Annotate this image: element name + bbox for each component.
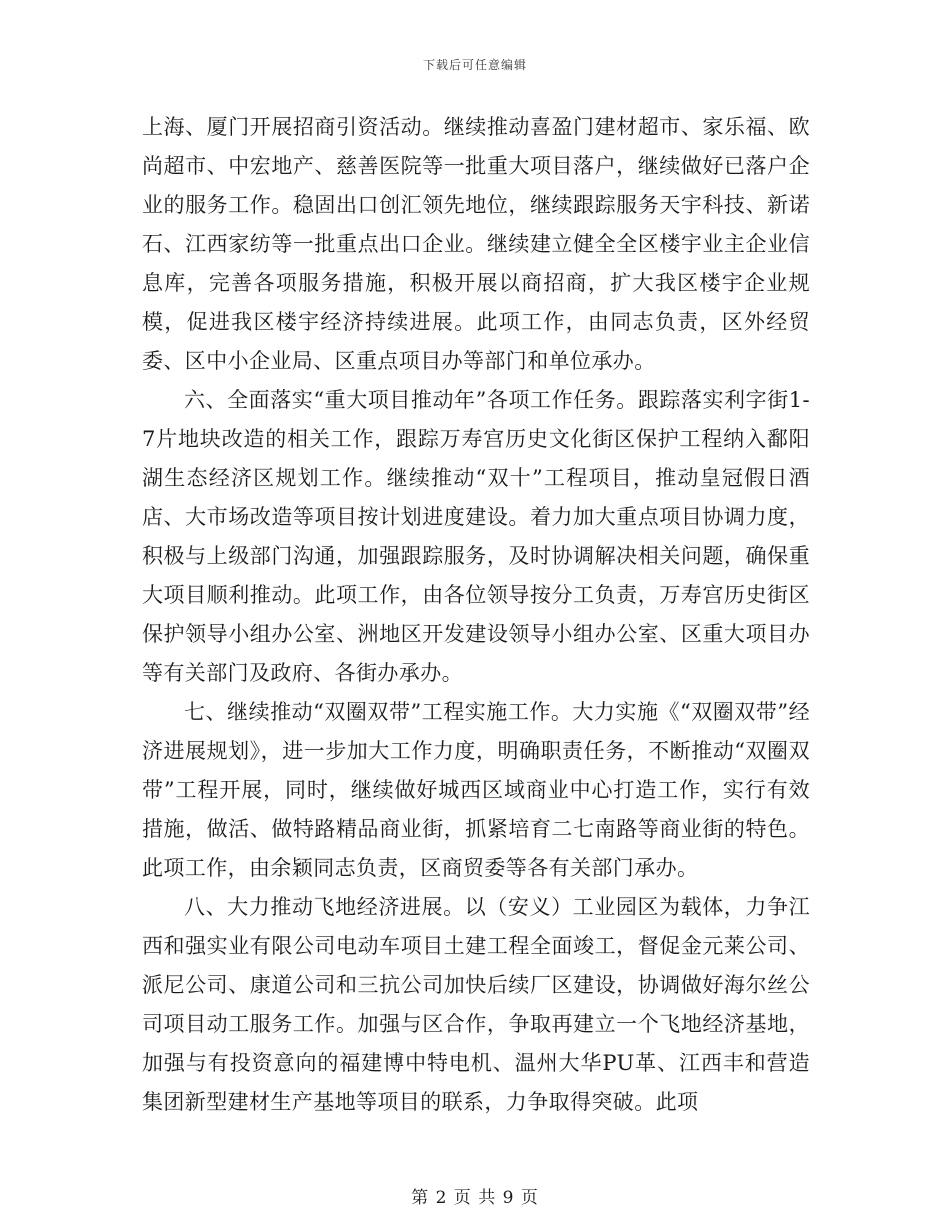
paragraph-section-six: 六、全面落实“重大项目推动年”各项工作任务。跟踪落实利字街1-7片地块改造的相关工作，跟踪万寿宫历史文化街区保护工程纳入鄱阳湖生态经济区规划工作。继续推动“双十”工程项目，推动皇冠假日酒店、大市场改造等项目按计划进度建设。着力加大重点项目协调力度，积极与上级部门沟通，加强跟踪服务，及时协调解决相关问题，确保重大项目顺利推动。此项工作，由各位领导按分工负责，万寿宫历史街区保护领导小组办公室、洲地区开发建设领导小组办公室、区重大项目办等有关部门及政府、各街办承办。 [142,388,810,685]
paragraph-section-eight: 八、大力推动飞地经济进展。以（安义）工业园区为载体，力争江西和强实业有限公司电动车项目土建工程全面竣工，督促金元莱公司、派尼公司、康道公司和三抗公司加快后续厂区建设，协调做好海尔丝公司项目动工服务工作。加强与区合作，争取再建立一个飞地经济基地，加强与有投资意向的福建博中特电机、温州大华PU革、江西丰和营造集团新型建材生产基地等项目的联系，力争取得突破。此项 [142,895,810,1114]
page-number-footer: 第 2 页 共 9 页 [411,1188,539,1208]
paragraph-continuation: 上海、厦门开展招商引资活动。继续推动喜盈门建材超市、家乐福、欧尚超市、中宏地产、慈善医院等一批重大项目落户，继续做好已落户企业的服务工作。稳固出口创汇领先地位，继续跟踪服务天宇科技、新诺石、江西家纺等一批重点出口企业。继续建立健全全区楼宇业主企业信息库，完善各项服务措施，积极开展以商招商，扩大我区楼宇企业规模，促进我区楼宇经济持续进展。此项工作，由同志负责，区外经贸委、区中小企业局、区重点项目办等部门和单位承办。 [142,115,810,373]
page-header: 下载后可任意编辑 [422,58,527,72]
document-body [142,108,810,1122]
paragraph-section-seven: 七、继续推动“双圈双带”工程实施工作。大力实施《“双圈双带”经济进展规划》，进一步加大工作力度，明确职责任务，不断推动“双圈双带”工程开展，同时，继续做好城西区域商业中心打造工作，实行有效措施，做活、做特路精品商业街，抓紧培育二七南路等商业街的特色。此项工作，由余颖同志负责，区商贸委等各有关部门承办。 [142,700,810,880]
